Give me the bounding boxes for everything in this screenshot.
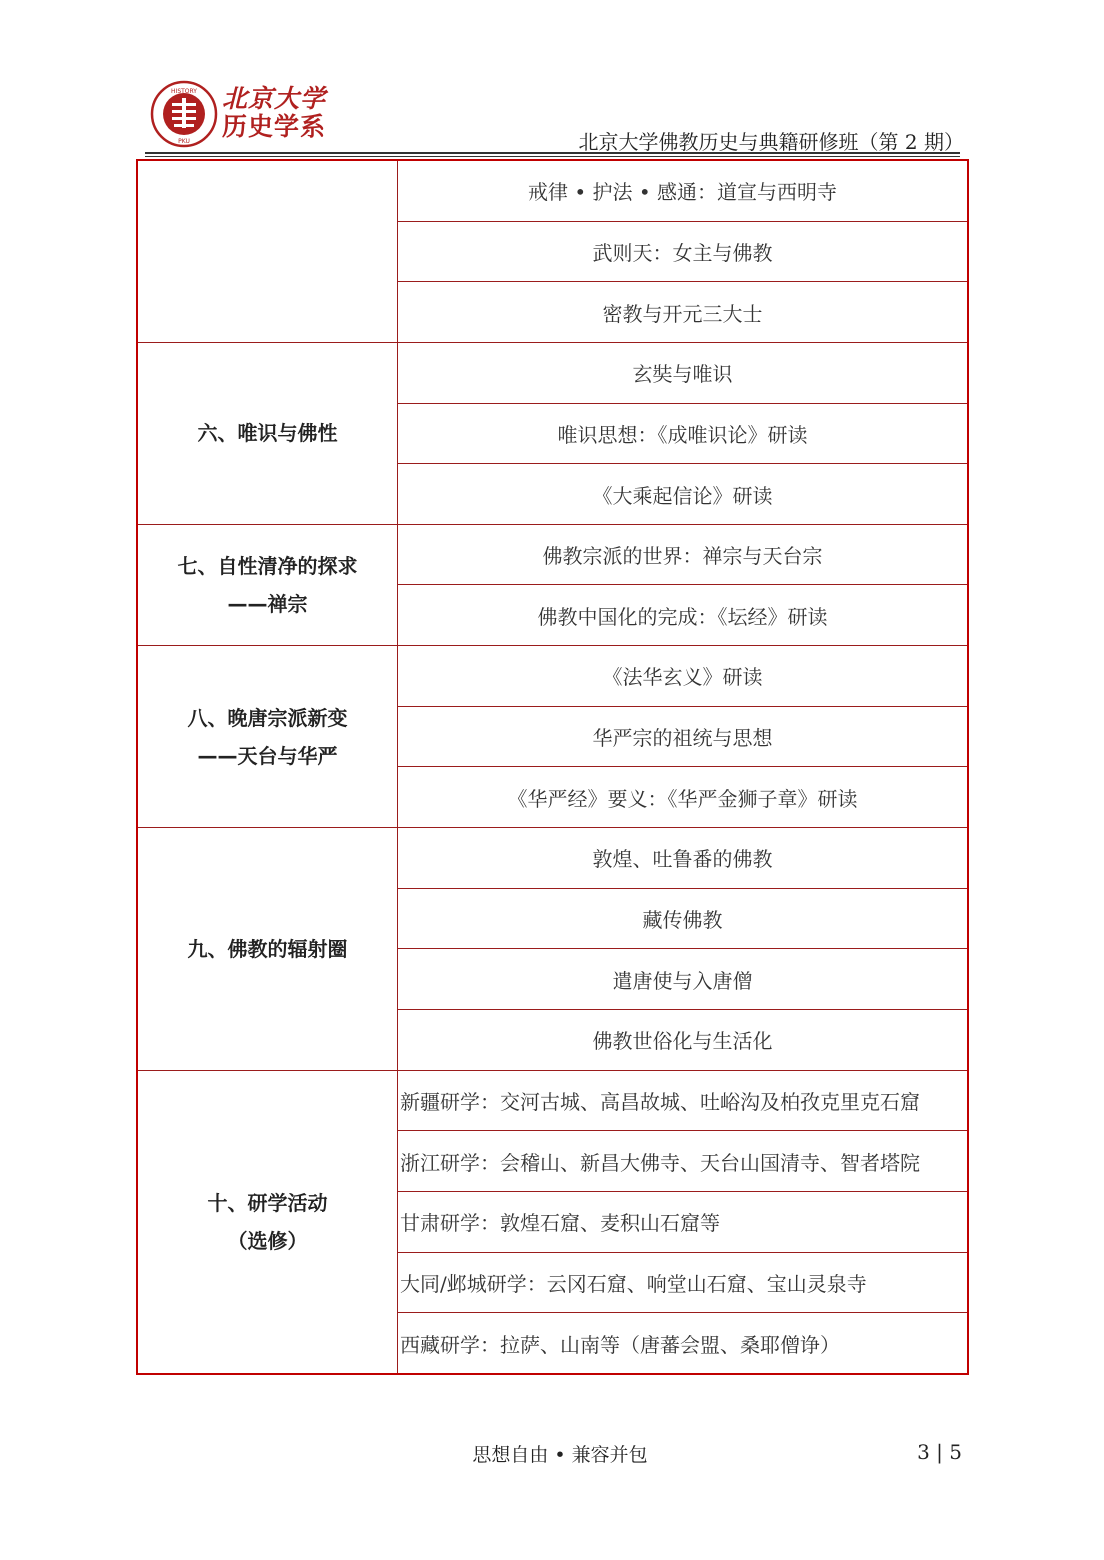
section-title-cell [137, 524, 398, 645]
lecture-topic-cell: 甘肃研学：敦煌石窟、麦积山石窟等 [398, 1191, 969, 1252]
section-title-line: ——天台与华严 [197, 743, 338, 768]
lecture-topic-cell: 藏传佛教 [398, 888, 969, 949]
section-title-line: 九、佛教的辐射圈 [187, 936, 348, 961]
header-divider-thin [145, 156, 960, 157]
header-divider [145, 152, 960, 154]
section-title-line: 七、自性清净的探求 [177, 553, 358, 578]
section-title-line: 八、晚唐宗派新变 [187, 705, 348, 730]
course-schedule-table [136, 159, 969, 1375]
document-title: 北京大学佛教历史与典籍研修班（第 2 期） [578, 130, 964, 154]
section-title-cell [137, 1070, 398, 1374]
footer-motto: 思想自由 • 兼容并包 [472, 1444, 648, 1466]
section-title-cell [137, 828, 398, 1071]
svg-text:PKU: PKU [178, 138, 190, 145]
table-row [137, 646, 968, 707]
lecture-topic-cell: 密教与开元三大士 [398, 282, 969, 343]
lecture-topic-cell: 佛教宗派的世界：禅宗与天台宗 [398, 524, 969, 585]
lecture-topic-cell: 《法华玄义》研读 [398, 646, 969, 707]
table-row [137, 828, 968, 889]
section-title-line: （选修） [227, 1228, 308, 1253]
lecture-topic-cell: 玄奘与唯识 [398, 342, 969, 403]
lecture-topic-cell: 佛教世俗化与生活化 [398, 1009, 969, 1070]
lecture-topic-cell: 《大乘起信论》研读 [398, 464, 969, 525]
logo-line-department: 历史学系 [222, 112, 327, 141]
page-number: 3 | 5 [917, 1440, 962, 1464]
section-title-line: 六、唯识与佛性 [197, 421, 338, 446]
section-title-line: ——禅宗 [227, 591, 308, 616]
lecture-topic-cell: 戒律 • 护法 • 感通：道宣与西明寺 [398, 160, 969, 221]
lecture-topic-cell: 遣唐使与入唐僧 [398, 949, 969, 1010]
lecture-topic-cell: 新疆研学：交河古城、高昌故城、吐峪沟及柏孜克里克石窟 [398, 1070, 969, 1131]
svg-text:HISTORY: HISTORY [171, 88, 197, 95]
section-title-cell [137, 160, 398, 342]
section-title-cell [137, 646, 398, 828]
lecture-topic-cell: 浙江研学：会稽山、新昌大佛寺、天台山国清寺、智者塔院 [398, 1131, 969, 1192]
section-title-line: 十、研学活动 [207, 1190, 328, 1215]
lecture-topic-cell: 《华严经》要义：《华严金狮子章》研读 [398, 767, 969, 828]
lecture-topic-cell: 佛教中国化的完成：《坛经》研读 [398, 585, 969, 646]
table-row [137, 524, 968, 585]
department-logo-text [222, 86, 326, 139]
table-row [137, 342, 968, 403]
table-row [137, 160, 968, 221]
pku-history-seal-icon [150, 80, 218, 148]
schedule-body [137, 160, 968, 1374]
table-row [137, 1070, 968, 1131]
lecture-topic-cell: 唯识思想：《成唯识论》研读 [398, 403, 969, 464]
page-header [0, 0, 1104, 160]
lecture-topic-cell: 大同/邺城研学：云冈石窟、响堂山石窟、宝山灵泉寺 [398, 1252, 969, 1313]
lecture-topic-cell: 敦煌、吐鲁番的佛教 [398, 828, 969, 889]
lecture-topic-cell: 武则天：女主与佛教 [398, 221, 969, 282]
lecture-topic-cell: 西藏研学：拉萨、山南等（唐蕃会盟、桑耶僧诤） [398, 1313, 969, 1374]
logo-line-university: 北京大学 [222, 84, 327, 113]
lecture-topic-cell: 华严宗的祖统与思想 [398, 706, 969, 767]
section-title-cell [137, 342, 398, 524]
